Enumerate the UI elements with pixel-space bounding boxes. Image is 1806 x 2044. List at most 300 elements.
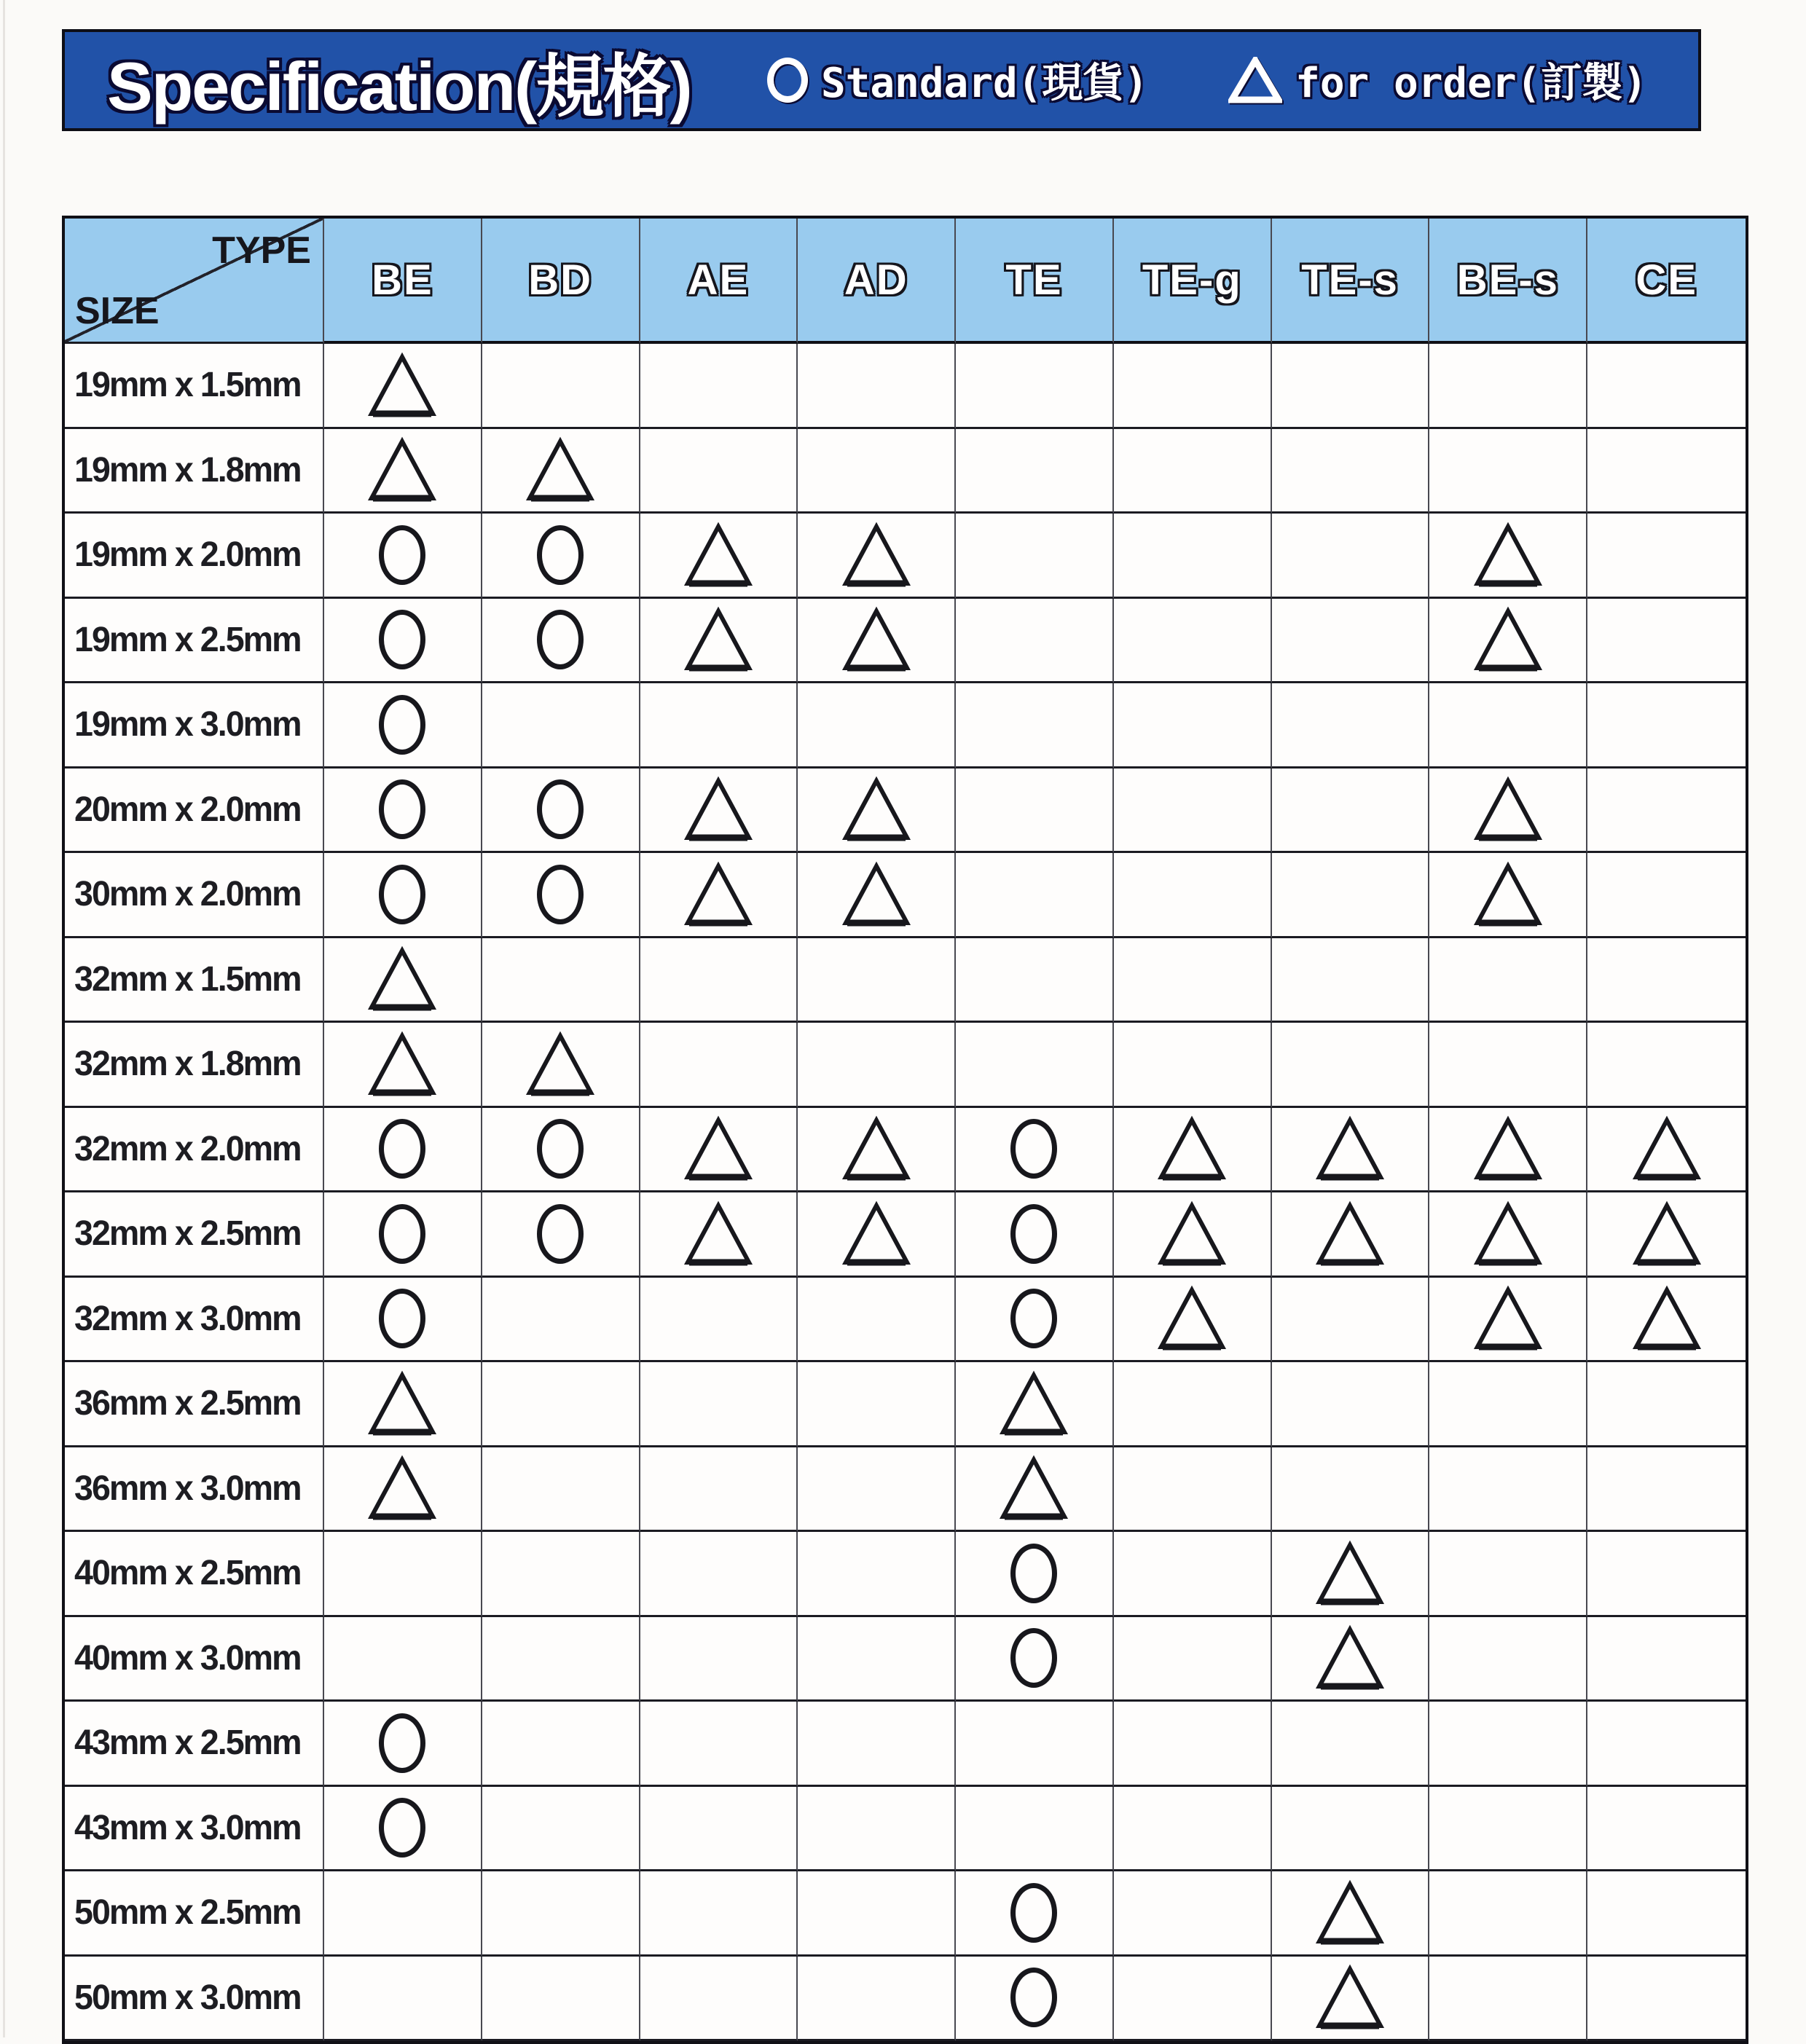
for-order-symbol	[1314, 1540, 1386, 1607]
matrix-cell-TE-s-19mmx1.8mm	[1272, 429, 1430, 514]
matrix-cell-BD-36mmx3.0mm	[482, 1447, 640, 1533]
matrix-cell-BD-30mmx2.0mm	[482, 853, 640, 938]
for-order-symbol	[840, 522, 913, 589]
matrix-cell-BD-32mmx1.5mm	[482, 938, 640, 1023]
matrix-cell-TE-19mmx2.5mm	[956, 599, 1114, 684]
matrix-cell-TE-s-50mmx3.0mm	[1272, 1957, 1430, 2042]
matrix-cell-BE-s-50mmx2.5mm	[1429, 1871, 1587, 1957]
column-header-label: BD	[528, 256, 593, 304]
row-size-label: 20mm x 2.0mm	[74, 790, 301, 829]
for-order-symbol	[682, 776, 755, 843]
for-order-symbol	[997, 1455, 1070, 1522]
matrix-cell-AE-40mmx3.0mm	[640, 1617, 798, 1702]
matrix-cell-CE-40mmx3.0mm	[1587, 1617, 1746, 1702]
standard-symbol	[1010, 1883, 1057, 1943]
matrix-cell-BD-19mmx2.5mm	[482, 599, 640, 684]
row-size-cell	[65, 683, 324, 769]
matrix-cell-BE-43mmx2.5mm	[324, 1702, 482, 1787]
row-size-label: 19mm x 3.0mm	[74, 705, 301, 744]
legend-for-order-label: for order(訂製)	[1295, 60, 1647, 107]
for-order-symbol	[366, 352, 439, 419]
matrix-cell-AD-19mmx2.5mm	[798, 599, 956, 684]
matrix-cell-AD-19mmx1.5mm	[798, 344, 956, 429]
for-order-symbol	[1314, 1964, 1386, 2031]
matrix-cell-AE-30mmx2.0mm	[640, 853, 798, 938]
matrix-cell-TE-19mmx1.8mm	[956, 429, 1114, 514]
row-size-cell	[65, 1702, 324, 1787]
matrix-cell-TE-g-50mmx2.5mm	[1114, 1871, 1272, 1957]
matrix-cell-AD-40mmx2.5mm	[798, 1532, 956, 1617]
matrix-cell-AE-19mmx2.5mm	[640, 599, 798, 684]
matrix-cell-TE-g-19mmx2.5mm	[1114, 599, 1272, 684]
matrix-cell-BE-32mmx3.0mm	[324, 1278, 482, 1363]
row-size-cell	[65, 769, 324, 854]
matrix-cell-TE-g-50mmx3.0mm	[1114, 1957, 1272, 2042]
matrix-cell-BE-40mmx2.5mm	[324, 1532, 482, 1617]
row-size-label: 19mm x 1.5mm	[74, 366, 301, 405]
standard-symbol	[1010, 1289, 1057, 1348]
matrix-cell-CE-50mmx2.5mm	[1587, 1871, 1746, 1957]
row-size-label: 32mm x 1.5mm	[74, 959, 301, 999]
matrix-cell-AD-20mmx2.0mm	[798, 769, 956, 854]
matrix-cell-AD-40mmx3.0mm	[798, 1617, 956, 1702]
matrix-cell-BE-s-32mmx2.5mm	[1429, 1192, 1587, 1278]
for-order-symbol	[1155, 1115, 1228, 1182]
matrix-cell-AD-30mmx2.0mm	[798, 853, 956, 938]
matrix-cell-AE-36mmx3.0mm	[640, 1447, 798, 1533]
matrix-cell-TE-36mmx2.5mm	[956, 1362, 1114, 1447]
standard-symbol	[379, 779, 425, 839]
matrix-cell-CE-43mmx3.0mm	[1587, 1787, 1746, 1872]
matrix-cell-CE-43mmx2.5mm	[1587, 1702, 1746, 1787]
matrix-cell-CE-36mmx3.0mm	[1587, 1447, 1746, 1533]
matrix-cell-BE-32mmx1.8mm	[324, 1023, 482, 1108]
matrix-cell-TE-s-36mmx3.0mm	[1272, 1447, 1430, 1533]
for-order-symbol	[366, 436, 439, 503]
matrix-cell-BE-s-43mmx2.5mm	[1429, 1702, 1587, 1787]
matrix-cell-BE-s-40mmx2.5mm	[1429, 1532, 1587, 1617]
for-order-symbol	[1630, 1285, 1703, 1352]
matrix-cell-TE-s-19mmx3.0mm	[1272, 683, 1430, 769]
matrix-cell-AE-19mmx3.0mm	[640, 683, 798, 769]
matrix-cell-AD-19mmx3.0mm	[798, 683, 956, 769]
standard-symbol	[379, 1119, 425, 1179]
matrix-cell-AD-36mmx3.0mm	[798, 1447, 956, 1533]
matrix-cell-TE-g-20mmx2.0mm	[1114, 769, 1272, 854]
row-size-label: 19mm x 2.5mm	[74, 620, 301, 659]
matrix-cell-BD-19mmx2.0mm	[482, 514, 640, 599]
corner-size-label: SIZE	[75, 290, 160, 332]
matrix-cell-AD-32mmx3.0mm	[798, 1278, 956, 1363]
standard-symbol	[379, 1289, 425, 1348]
order-triangle-icon	[1228, 57, 1282, 103]
for-order-symbol	[1472, 606, 1544, 673]
row-size-label: 32mm x 2.5mm	[74, 1214, 301, 1254]
matrix-cell-BE-s-19mmx1.5mm	[1429, 344, 1587, 429]
matrix-cell-BE-s-30mmx2.0mm	[1429, 853, 1587, 938]
for-order-symbol	[1472, 1285, 1544, 1352]
matrix-cell-TE-20mmx2.0mm	[956, 769, 1114, 854]
matrix-cell-BE-s-19mmx3.0mm	[1429, 683, 1587, 769]
matrix-cell-AD-50mmx3.0mm	[798, 1957, 956, 2042]
matrix-cell-BE-20mmx2.0mm	[324, 769, 482, 854]
matrix-cell-CE-19mmx3.0mm	[1587, 683, 1746, 769]
matrix-cell-BD-20mmx2.0mm	[482, 769, 640, 854]
for-order-symbol	[366, 1455, 439, 1522]
row-size-cell	[65, 853, 324, 938]
matrix-cell-AD-19mmx2.0mm	[798, 514, 956, 599]
matrix-cell-BE-s-32mmx1.8mm	[1429, 1023, 1587, 1108]
standard-circle-icon	[767, 58, 808, 103]
matrix-cell-TE-g-43mmx2.5mm	[1114, 1702, 1272, 1787]
matrix-cell-TE-g-19mmx1.8mm	[1114, 429, 1272, 514]
matrix-cell-TE-s-40mmx3.0mm	[1272, 1617, 1430, 1702]
title-bar	[62, 29, 1701, 131]
matrix-cell-BD-19mmx1.8mm	[482, 429, 640, 514]
matrix-cell-AE-43mmx3.0mm	[640, 1787, 798, 1872]
matrix-cell-AD-43mmx2.5mm	[798, 1702, 956, 1787]
matrix-cell-CE-32mmx2.5mm	[1587, 1192, 1746, 1278]
row-size-label: 19mm x 1.8mm	[74, 450, 301, 490]
matrix-cell-BD-19mmx1.5mm	[482, 344, 640, 429]
column-header-BD	[482, 219, 640, 344]
standard-symbol	[537, 610, 584, 669]
matrix-cell-CE-19mmx2.0mm	[1587, 514, 1746, 599]
matrix-cell-TE-s-19mmx2.0mm	[1272, 514, 1430, 599]
matrix-cell-BD-19mmx3.0mm	[482, 683, 640, 769]
matrix-cell-BE-32mmx1.5mm	[324, 938, 482, 1023]
row-size-cell	[65, 1871, 324, 1957]
row-size-label: 32mm x 1.8mm	[74, 1045, 301, 1084]
matrix-cell-TE-s-30mmx2.0mm	[1272, 853, 1430, 938]
matrix-cell-BD-40mmx2.5mm	[482, 1532, 640, 1617]
matrix-cell-AE-19mmx2.0mm	[640, 514, 798, 599]
matrix-cell-AD-43mmx3.0mm	[798, 1787, 956, 1872]
matrix-cell-BE-36mmx2.5mm	[324, 1362, 482, 1447]
matrix-cell-BE-40mmx3.0mm	[324, 1617, 482, 1702]
matrix-cell-TE-36mmx3.0mm	[956, 1447, 1114, 1533]
legend-item-for-order	[1228, 51, 1647, 109]
matrix-cell-AD-50mmx2.5mm	[798, 1871, 956, 1957]
matrix-cell-TE-43mmx3.0mm	[956, 1787, 1114, 1872]
column-header-TE-s	[1272, 219, 1430, 344]
row-size-cell	[65, 938, 324, 1023]
matrix-cell-BE-s-43mmx3.0mm	[1429, 1787, 1587, 1872]
standard-symbol	[379, 610, 425, 669]
matrix-cell-BE-19mmx1.8mm	[324, 429, 482, 514]
for-order-symbol	[366, 1370, 439, 1437]
matrix-cell-CE-19mmx1.8mm	[1587, 429, 1746, 514]
matrix-cell-TE-32mmx1.5mm	[956, 938, 1114, 1023]
matrix-cell-BD-32mmx3.0mm	[482, 1278, 640, 1363]
matrix-cell-TE-g-36mmx3.0mm	[1114, 1447, 1272, 1533]
matrix-cell-TE-g-32mmx2.0mm	[1114, 1108, 1272, 1193]
matrix-cell-BE-19mmx3.0mm	[324, 683, 482, 769]
page-title: Specification(規格)	[107, 47, 691, 125]
matrix-cell-TE-s-32mmx3.0mm	[1272, 1278, 1430, 1363]
row-size-cell	[65, 1617, 324, 1702]
matrix-cell-CE-40mmx2.5mm	[1587, 1532, 1746, 1617]
matrix-cell-TE-s-32mmx2.0mm	[1272, 1108, 1430, 1193]
matrix-cell-TE-50mmx3.0mm	[956, 1957, 1114, 2042]
matrix-cell-BE-s-40mmx3.0mm	[1429, 1617, 1587, 1702]
standard-symbol	[1010, 1204, 1057, 1264]
row-size-cell	[65, 1362, 324, 1447]
row-size-cell	[65, 344, 324, 429]
matrix-cell-AE-36mmx2.5mm	[640, 1362, 798, 1447]
for-order-symbol	[1314, 1200, 1386, 1267]
for-order-symbol	[524, 436, 597, 503]
matrix-cell-CE-32mmx1.5mm	[1587, 938, 1746, 1023]
row-size-label: 40mm x 2.5mm	[74, 1554, 301, 1593]
legend-item-standard	[767, 51, 1148, 109]
matrix-cell-BE-s-36mmx2.5mm	[1429, 1362, 1587, 1447]
matrix-cell-TE-43mmx2.5mm	[956, 1702, 1114, 1787]
matrix-cell-TE-19mmx3.0mm	[956, 683, 1114, 769]
standard-symbol	[379, 865, 425, 924]
matrix-cell-AE-32mmx1.5mm	[640, 938, 798, 1023]
row-size-cell	[65, 1023, 324, 1108]
column-header-BE-s	[1429, 219, 1587, 344]
row-size-cell	[65, 599, 324, 684]
row-size-cell	[65, 1787, 324, 1872]
standard-symbol	[537, 1119, 584, 1179]
column-header-AD	[798, 219, 956, 344]
corner-type-label: TYPE	[212, 229, 311, 272]
corner-type-size-cell	[65, 219, 324, 344]
matrix-cell-BE-19mmx2.5mm	[324, 599, 482, 684]
column-header-CE	[1587, 219, 1746, 344]
matrix-cell-AE-50mmx2.5mm	[640, 1871, 798, 1957]
standard-symbol	[379, 1713, 425, 1773]
matrix-cell-TE-30mmx2.0mm	[956, 853, 1114, 938]
matrix-cell-BD-50mmx3.0mm	[482, 1957, 640, 2042]
matrix-cell-BE-s-20mmx2.0mm	[1429, 769, 1587, 854]
for-order-symbol	[1314, 1879, 1386, 1946]
matrix-cell-TE-s-43mmx3.0mm	[1272, 1787, 1430, 1872]
for-order-symbol	[682, 522, 755, 589]
matrix-cell-AE-32mmx1.8mm	[640, 1023, 798, 1108]
matrix-cell-CE-32mmx1.8mm	[1587, 1023, 1746, 1108]
standard-symbol	[379, 695, 425, 755]
column-header-TE-g	[1114, 219, 1272, 344]
row-size-label: 36mm x 2.5mm	[74, 1384, 301, 1423]
matrix-cell-CE-32mmx3.0mm	[1587, 1278, 1746, 1363]
matrix-cell-CE-19mmx2.5mm	[1587, 599, 1746, 684]
matrix-cell-CE-32mmx2.0mm	[1587, 1108, 1746, 1193]
matrix-cell-BE-36mmx3.0mm	[324, 1447, 482, 1533]
for-order-symbol	[997, 1370, 1070, 1437]
row-size-cell	[65, 1108, 324, 1193]
matrix-cell-AE-19mmx1.8mm	[640, 429, 798, 514]
matrix-cell-TE-g-32mmx1.8mm	[1114, 1023, 1272, 1108]
row-size-cell	[65, 1532, 324, 1617]
column-header-AE	[640, 219, 798, 344]
matrix-cell-BE-s-32mmx2.0mm	[1429, 1108, 1587, 1193]
for-order-symbol	[682, 606, 755, 673]
matrix-cell-TE-32mmx3.0mm	[956, 1278, 1114, 1363]
matrix-cell-TE-s-20mmx2.0mm	[1272, 769, 1430, 854]
column-header-label: AD	[844, 256, 908, 304]
matrix-cell-BD-32mmx1.8mm	[482, 1023, 640, 1108]
matrix-cell-AD-32mmx2.0mm	[798, 1108, 956, 1193]
matrix-cell-BE-32mmx2.5mm	[324, 1192, 482, 1278]
standard-symbol	[537, 865, 584, 924]
row-size-cell	[65, 1447, 324, 1533]
matrix-cell-TE-g-32mmx1.5mm	[1114, 938, 1272, 1023]
matrix-cell-TE-s-40mmx2.5mm	[1272, 1532, 1430, 1617]
matrix-cell-TE-g-19mmx1.5mm	[1114, 344, 1272, 429]
matrix-cell-AD-32mmx2.5mm	[798, 1192, 956, 1278]
legend	[767, 51, 1647, 109]
matrix-cell-AE-43mmx2.5mm	[640, 1702, 798, 1787]
matrix-cell-BE-30mmx2.0mm	[324, 853, 482, 938]
matrix-cell-BE-50mmx2.5mm	[324, 1871, 482, 1957]
row-size-label: 19mm x 2.0mm	[74, 535, 301, 575]
row-size-label: 43mm x 3.0mm	[74, 1808, 301, 1847]
legend-standard-label: Standard(現貨)	[820, 60, 1149, 107]
matrix-cell-BE-50mmx3.0mm	[324, 1957, 482, 2042]
matrix-cell-AE-32mmx3.0mm	[640, 1278, 798, 1363]
matrix-cell-TE-g-40mmx3.0mm	[1114, 1617, 1272, 1702]
matrix-cell-BE-s-50mmx3.0mm	[1429, 1957, 1587, 2042]
row-size-label: 50mm x 2.5mm	[74, 1893, 301, 1933]
for-order-symbol	[1472, 1200, 1544, 1267]
matrix-cell-BE-s-19mmx2.5mm	[1429, 599, 1587, 684]
for-order-symbol	[1155, 1285, 1228, 1352]
row-size-cell	[65, 1957, 324, 2042]
row-size-cell	[65, 1192, 324, 1278]
column-header-label: TE	[1005, 256, 1063, 304]
for-order-symbol	[366, 1031, 439, 1098]
column-header-TE	[956, 219, 1114, 344]
for-order-symbol	[1314, 1624, 1386, 1691]
matrix-cell-BD-43mmx3.0mm	[482, 1787, 640, 1872]
for-order-symbol	[840, 861, 913, 928]
column-header-label: TE-g	[1142, 256, 1242, 304]
for-order-symbol	[1155, 1200, 1228, 1267]
column-header-label: TE-s	[1301, 256, 1399, 304]
standard-symbol	[1010, 1628, 1057, 1688]
for-order-symbol	[682, 1200, 755, 1267]
matrix-cell-AE-40mmx2.5mm	[640, 1532, 798, 1617]
for-order-symbol	[1314, 1115, 1386, 1182]
matrix-cell-AD-32mmx1.5mm	[798, 938, 956, 1023]
matrix-cell-TE-19mmx1.5mm	[956, 344, 1114, 429]
for-order-symbol	[682, 1115, 755, 1182]
matrix-cell-TE-g-40mmx2.5mm	[1114, 1532, 1272, 1617]
for-order-symbol	[366, 946, 439, 1013]
column-header-BE	[324, 219, 482, 344]
matrix-cell-TE-32mmx1.8mm	[956, 1023, 1114, 1108]
matrix-cell-BE-43mmx3.0mm	[324, 1787, 482, 1872]
standard-symbol	[379, 1204, 425, 1264]
matrix-cell-AD-36mmx2.5mm	[798, 1362, 956, 1447]
for-order-symbol	[1472, 1115, 1544, 1182]
matrix-cell-TE-s-32mmx1.8mm	[1272, 1023, 1430, 1108]
matrix-cell-TE-32mmx2.0mm	[956, 1108, 1114, 1193]
matrix-cell-TE-s-36mmx2.5mm	[1272, 1362, 1430, 1447]
standard-symbol	[537, 779, 584, 839]
matrix-cell-BE-s-19mmx1.8mm	[1429, 429, 1587, 514]
matrix-cell-BD-40mmx3.0mm	[482, 1617, 640, 1702]
matrix-cell-TE-s-32mmx2.5mm	[1272, 1192, 1430, 1278]
matrix-cell-CE-50mmx3.0mm	[1587, 1957, 1746, 2042]
row-size-label: 43mm x 2.5mm	[74, 1723, 301, 1763]
standard-symbol	[1010, 1968, 1057, 2027]
matrix-cell-CE-20mmx2.0mm	[1587, 769, 1746, 854]
row-size-cell	[65, 1278, 324, 1363]
standard-symbol	[379, 1798, 425, 1858]
matrix-cell-BE-s-32mmx1.5mm	[1429, 938, 1587, 1023]
standard-symbol	[1010, 1119, 1057, 1179]
matrix-cell-BE-19mmx2.0mm	[324, 514, 482, 599]
for-order-symbol	[840, 606, 913, 673]
for-order-symbol	[840, 776, 913, 843]
matrix-cell-BE-s-32mmx3.0mm	[1429, 1278, 1587, 1363]
matrix-cell-CE-36mmx2.5mm	[1587, 1362, 1746, 1447]
matrix-cell-BE-19mmx1.5mm	[324, 344, 482, 429]
matrix-cell-TE-g-32mmx2.5mm	[1114, 1192, 1272, 1278]
row-size-label: 32mm x 2.0mm	[74, 1129, 301, 1168]
matrix-cell-AE-32mmx2.5mm	[640, 1192, 798, 1278]
column-header-label: AE	[687, 256, 750, 304]
matrix-cell-TE-s-43mmx2.5mm	[1272, 1702, 1430, 1787]
matrix-cell-BD-32mmx2.5mm	[482, 1192, 640, 1278]
standard-symbol	[537, 1204, 584, 1264]
matrix-cell-BD-32mmx2.0mm	[482, 1108, 640, 1193]
standard-symbol	[379, 525, 425, 585]
row-size-cell	[65, 429, 324, 514]
for-order-symbol	[1472, 522, 1544, 589]
matrix-cell-AD-32mmx1.8mm	[798, 1023, 956, 1108]
matrix-cell-TE-s-19mmx1.5mm	[1272, 344, 1430, 429]
matrix-cell-TE-s-32mmx1.5mm	[1272, 938, 1430, 1023]
column-header-label: CE	[1636, 256, 1697, 304]
for-order-symbol	[524, 1031, 597, 1098]
matrix-cell-TE-40mmx2.5mm	[956, 1532, 1114, 1617]
for-order-symbol	[840, 1200, 913, 1267]
matrix-cell-TE-50mmx2.5mm	[956, 1871, 1114, 1957]
matrix-cell-BE-s-36mmx3.0mm	[1429, 1447, 1587, 1533]
matrix-cell-CE-30mmx2.0mm	[1587, 853, 1746, 938]
for-order-symbol	[840, 1115, 913, 1182]
matrix-cell-TE-g-36mmx2.5mm	[1114, 1362, 1272, 1447]
matrix-cell-AE-19mmx1.5mm	[640, 344, 798, 429]
matrix-cell-CE-19mmx1.5mm	[1587, 344, 1746, 429]
for-order-symbol	[1630, 1200, 1703, 1267]
standard-symbol	[537, 525, 584, 585]
matrix-cell-TE-g-19mmx3.0mm	[1114, 683, 1272, 769]
matrix-cell-TE-g-43mmx3.0mm	[1114, 1787, 1272, 1872]
matrix-cell-AD-19mmx1.8mm	[798, 429, 956, 514]
column-header-label: BE	[372, 256, 433, 304]
matrix-cell-BE-s-19mmx2.0mm	[1429, 514, 1587, 599]
for-order-symbol	[1630, 1115, 1703, 1182]
matrix-cell-TE-g-32mmx3.0mm	[1114, 1278, 1272, 1363]
standard-symbol	[1010, 1544, 1057, 1603]
for-order-symbol	[682, 861, 755, 928]
matrix-cell-TE-s-19mmx2.5mm	[1272, 599, 1430, 684]
matrix-cell-TE-s-50mmx2.5mm	[1272, 1871, 1430, 1957]
matrix-cell-TE-40mmx3.0mm	[956, 1617, 1114, 1702]
matrix-cell-TE-32mmx2.5mm	[956, 1192, 1114, 1278]
matrix-cell-TE-g-19mmx2.0mm	[1114, 514, 1272, 599]
matrix-cell-AE-20mmx2.0mm	[640, 769, 798, 854]
matrix-cell-BD-36mmx2.5mm	[482, 1362, 640, 1447]
row-size-label: 36mm x 3.0mm	[74, 1469, 301, 1508]
matrix-cell-BD-50mmx2.5mm	[482, 1871, 640, 1957]
